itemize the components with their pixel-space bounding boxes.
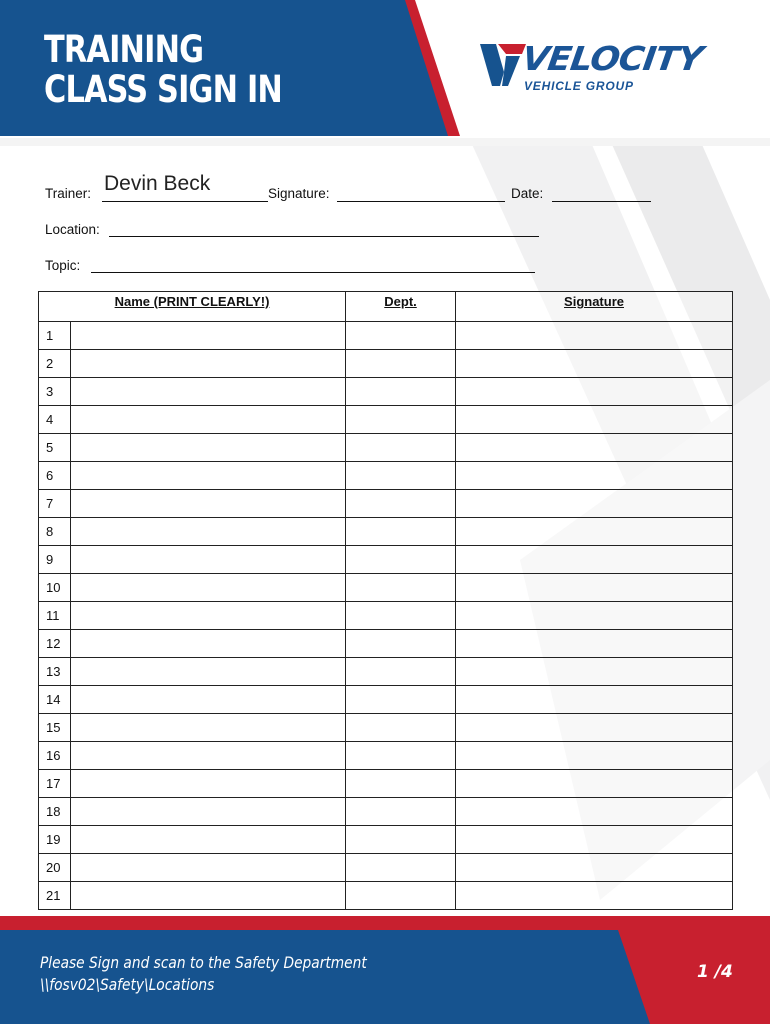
dept-cell[interactable] — [346, 770, 456, 798]
column-header-dept: Dept. — [346, 292, 456, 322]
logo-wordmark: VELOCITY — [519, 39, 705, 78]
row-number: 20 — [39, 854, 71, 882]
page-title — [44, 30, 282, 110]
logo-subtitle: VEHICLE GROUP — [524, 79, 634, 93]
name-cell[interactable] — [71, 378, 346, 406]
table-row — [39, 630, 733, 658]
signature-cell[interactable] — [456, 714, 733, 742]
name-cell[interactable] — [71, 686, 346, 714]
dept-cell[interactable] — [346, 742, 456, 770]
row-number: 3 — [39, 378, 71, 406]
name-cell[interactable] — [71, 630, 346, 658]
signature-cell[interactable] — [456, 406, 733, 434]
dept-cell[interactable] — [346, 350, 456, 378]
signature-cell[interactable] — [456, 742, 733, 770]
page-number: 1 /4 — [697, 962, 733, 982]
dept-cell[interactable] — [346, 686, 456, 714]
dept-cell[interactable] — [346, 714, 456, 742]
signature-cell[interactable] — [456, 518, 733, 546]
row-number: 19 — [39, 826, 71, 854]
row-number: 15 — [39, 714, 71, 742]
table-row — [39, 490, 733, 518]
signature-cell[interactable] — [456, 574, 733, 602]
row-number: 17 — [39, 770, 71, 798]
table-row — [39, 406, 733, 434]
footer-line1: Please Sign and scan to the Safety Department — [40, 953, 367, 972]
signature-cell[interactable] — [456, 826, 733, 854]
row-number: 9 — [39, 546, 71, 574]
signature-cell[interactable] — [456, 546, 733, 574]
signature-cell[interactable] — [456, 490, 733, 518]
signature-cell[interactable] — [456, 434, 733, 462]
dept-cell[interactable] — [346, 854, 456, 882]
name-cell[interactable] — [71, 546, 346, 574]
signature-cell[interactable] — [456, 322, 733, 350]
topic-label: Topic: — [45, 258, 81, 273]
name-cell[interactable] — [71, 742, 346, 770]
date-field[interactable] — [552, 201, 651, 202]
table-row — [39, 798, 733, 826]
column-header-name: Name (PRINT CLEARLY!) — [39, 292, 346, 322]
dept-cell[interactable] — [346, 322, 456, 350]
name-cell[interactable] — [71, 882, 346, 910]
dept-cell[interactable] — [346, 434, 456, 462]
name-cell[interactable] — [71, 854, 346, 882]
signature-cell[interactable] — [456, 630, 733, 658]
table-row — [39, 602, 733, 630]
row-number: 8 — [39, 518, 71, 546]
trainer-field[interactable] — [102, 201, 268, 202]
signature-label: Signature: — [268, 186, 330, 201]
page-title-line1: TRAINING — [44, 28, 204, 71]
table-row — [39, 518, 733, 546]
table-row — [39, 462, 733, 490]
page-title-line2: CLASS SIGN IN — [44, 68, 283, 111]
signature-cell[interactable] — [456, 602, 733, 630]
row-number: 5 — [39, 434, 71, 462]
location-field[interactable] — [109, 236, 539, 237]
table-row — [39, 350, 733, 378]
trainer-label: Trainer: — [45, 186, 92, 201]
column-header-signature: Signature — [456, 292, 733, 322]
dept-cell[interactable] — [346, 602, 456, 630]
signature-cell[interactable] — [456, 350, 733, 378]
table-row — [39, 854, 733, 882]
footer-instructions — [40, 952, 367, 996]
signature-cell[interactable] — [456, 378, 733, 406]
table-row — [39, 658, 733, 686]
dept-cell[interactable] — [346, 462, 456, 490]
name-cell[interactable] — [71, 322, 346, 350]
dept-cell[interactable] — [346, 406, 456, 434]
dept-cell[interactable] — [346, 798, 456, 826]
table-header-row — [39, 292, 733, 322]
signature-cell[interactable] — [456, 658, 733, 686]
trainer-value: Devin Beck — [104, 172, 211, 195]
table-row — [39, 546, 733, 574]
dept-cell[interactable] — [346, 826, 456, 854]
dept-cell[interactable] — [346, 882, 456, 910]
table-row — [39, 434, 733, 462]
name-cell[interactable] — [71, 518, 346, 546]
row-number: 12 — [39, 630, 71, 658]
table-body — [39, 322, 733, 910]
name-cell[interactable] — [71, 462, 346, 490]
row-number: 11 — [39, 602, 71, 630]
name-cell[interactable] — [71, 574, 346, 602]
row-number: 13 — [39, 658, 71, 686]
table-row — [39, 826, 733, 854]
table-row — [39, 322, 733, 350]
signature-cell[interactable] — [456, 854, 733, 882]
row-number: 14 — [39, 686, 71, 714]
name-cell[interactable] — [71, 350, 346, 378]
table-row — [39, 574, 733, 602]
signature-cell[interactable] — [456, 770, 733, 798]
table-row — [39, 714, 733, 742]
name-cell[interactable] — [71, 714, 346, 742]
name-cell[interactable] — [71, 434, 346, 462]
row-number: 16 — [39, 742, 71, 770]
row-number: 10 — [39, 574, 71, 602]
location-label: Location: — [45, 222, 100, 237]
row-number: 2 — [39, 350, 71, 378]
row-number: 18 — [39, 798, 71, 826]
name-cell[interactable] — [71, 490, 346, 518]
row-number: 7 — [39, 490, 71, 518]
signature-cell[interactable] — [456, 882, 733, 910]
topic-field[interactable] — [91, 272, 535, 273]
dept-cell[interactable] — [346, 546, 456, 574]
dept-cell[interactable] — [346, 658, 456, 686]
footer-line2: \\fosv02\Safety\Locations — [40, 975, 215, 994]
dept-cell[interactable] — [346, 574, 456, 602]
signature-cell[interactable] — [456, 462, 733, 490]
row-number: 4 — [39, 406, 71, 434]
table-row — [39, 686, 733, 714]
dept-cell[interactable] — [346, 630, 456, 658]
row-number: 21 — [39, 882, 71, 910]
table-row — [39, 378, 733, 406]
date-label: Date: — [511, 186, 544, 201]
row-number: 6 — [39, 462, 71, 490]
name-cell[interactable] — [71, 406, 346, 434]
dept-cell[interactable] — [346, 518, 456, 546]
dept-cell[interactable] — [346, 378, 456, 406]
signature-cell[interactable] — [456, 686, 733, 714]
row-number: 1 — [39, 322, 71, 350]
signature-cell[interactable] — [456, 798, 733, 826]
table-row — [39, 882, 733, 910]
name-cell[interactable] — [71, 658, 346, 686]
trainer-signature-field[interactable] — [337, 201, 505, 202]
dept-cell[interactable] — [346, 490, 456, 518]
table-row — [39, 742, 733, 770]
sign-in-table — [38, 291, 733, 910]
name-cell[interactable] — [71, 770, 346, 798]
name-cell[interactable] — [71, 826, 346, 854]
name-cell[interactable] — [71, 798, 346, 826]
name-cell[interactable] — [71, 602, 346, 630]
table-row — [39, 770, 733, 798]
